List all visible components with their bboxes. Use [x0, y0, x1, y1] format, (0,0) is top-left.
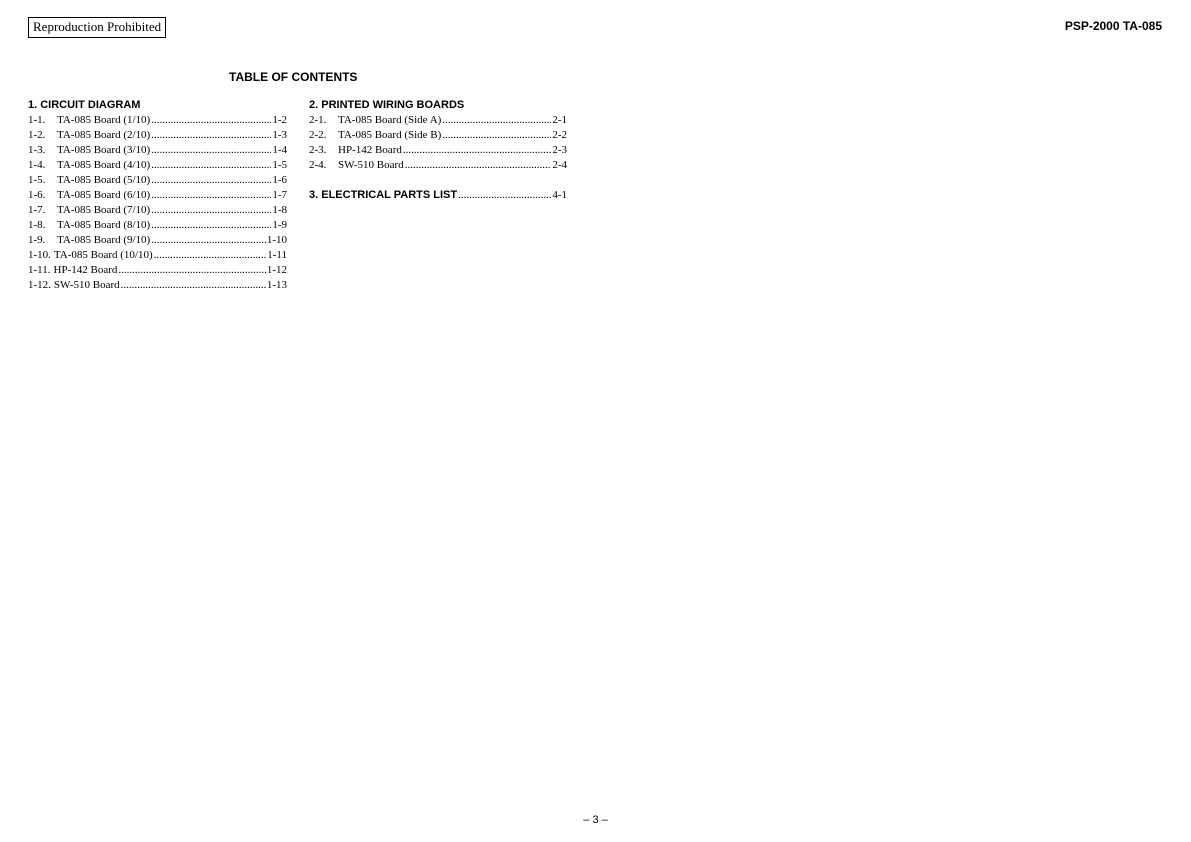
entry-number: 1-1. — [28, 114, 46, 126]
entry-title: TA-085 Board (9/10) — [57, 234, 151, 246]
toc-entry[interactable] — [28, 233, 287, 248]
entry-number: 1-7. — [28, 204, 46, 216]
entry-title: HP-142 Board — [53, 264, 118, 276]
document-id: PSP-2000 TA-085 — [1064, 19, 1162, 33]
toc-entry[interactable] — [309, 143, 567, 158]
toc-entry[interactable] — [28, 203, 287, 218]
entry-number: 1-9. — [28, 234, 46, 246]
entry-title: TA-085 Board (3/10) — [57, 144, 151, 156]
toc-entry-electrical-parts-list[interactable] — [309, 188, 567, 203]
entry-page: 1-10 — [266, 234, 287, 246]
entry-page: 1-13 — [266, 279, 287, 291]
entry-page: 2-2 — [552, 129, 567, 141]
entry-page: 1-5 — [272, 159, 287, 171]
entry-page: 1-7 — [272, 189, 287, 201]
toc-entry[interactable] — [28, 173, 287, 188]
entry-title: TA-085 Board (4/10) — [57, 159, 151, 171]
toc-entry[interactable] — [28, 158, 287, 173]
toc-entry[interactable] — [28, 188, 287, 203]
dot-leader — [442, 113, 551, 128]
entry-number: 1-5. — [28, 174, 46, 186]
toc-title: TABLE OF CONTENTS — [229, 70, 358, 84]
toc-column-circuit-diagram — [28, 98, 287, 293]
dot-leader — [151, 158, 271, 173]
toc-entry[interactable] — [28, 278, 287, 293]
entry-page: 1-3 — [272, 129, 287, 141]
entry-page: 2-4 — [552, 159, 567, 171]
entry-page: 1-9 — [272, 219, 287, 231]
entry-title: TA-085 Board (7/10) — [57, 204, 151, 216]
toc-entry[interactable] — [28, 263, 287, 278]
entry-page: 1-12 — [266, 264, 287, 276]
entry-number: 1-6. — [28, 189, 46, 201]
entry-title: SW-510 Board — [338, 159, 404, 171]
toc-column-wiring-boards — [309, 98, 567, 203]
entry-number: 1-3. — [28, 144, 46, 156]
entry-title: TA-085 Board (2/10) — [57, 129, 151, 141]
dot-leader — [151, 233, 266, 248]
toc-entry[interactable] — [28, 218, 287, 233]
entry-number: 1-2. — [28, 129, 46, 141]
dot-leader — [151, 188, 271, 203]
entry-page: 1-2 — [272, 114, 287, 126]
dot-leader — [405, 158, 552, 173]
entry-page: 1-4 — [272, 144, 287, 156]
section-heading-electrical-parts-list: 3. ELECTRICAL PARTS LIST — [309, 189, 458, 201]
entry-number: 2-2. — [309, 129, 327, 141]
dot-leader — [151, 113, 271, 128]
dot-leader — [118, 263, 265, 278]
dot-leader — [151, 128, 271, 143]
entry-title: TA-085 Board (8/10) — [57, 219, 151, 231]
entry-page: 1-11 — [267, 249, 287, 261]
entry-number: 1-10. — [28, 249, 51, 261]
dot-leader — [458, 188, 551, 203]
dot-leader — [154, 248, 267, 263]
entry-number: 2-3. — [309, 144, 327, 156]
toc-entry[interactable] — [309, 113, 567, 128]
section-spacer — [309, 173, 567, 188]
toc-entry[interactable] — [28, 113, 287, 128]
dot-leader — [121, 278, 266, 293]
entry-number: 1-12. — [28, 279, 51, 291]
entry-number: 1-8. — [28, 219, 46, 231]
entry-title: TA-085 Board (10/10) — [53, 249, 153, 261]
entry-number: 1-11. — [28, 264, 51, 276]
toc-entry[interactable] — [28, 128, 287, 143]
entry-number: 2-4. — [309, 159, 327, 171]
entry-title: TA-085 Board (1/10) — [57, 114, 151, 126]
entry-title: TA-085 Board (6/10) — [57, 189, 151, 201]
dot-leader — [151, 203, 271, 218]
dot-leader — [151, 143, 271, 158]
toc-entry[interactable] — [28, 143, 287, 158]
entry-number: 1-4. — [28, 159, 46, 171]
entry-title: SW-510 Board — [53, 279, 120, 291]
dot-leader — [442, 128, 551, 143]
entry-title: TA-085 Board (5/10) — [57, 174, 151, 186]
entry-page: 2-1 — [552, 114, 567, 126]
toc-entry[interactable] — [309, 158, 567, 173]
entry-page: 4-1 — [552, 189, 567, 201]
toc-entry[interactable] — [28, 248, 287, 263]
toc-entry[interactable] — [309, 128, 567, 143]
entry-title: HP-142 Board — [338, 144, 402, 156]
dot-leader — [151, 218, 271, 233]
entry-page: 1-8 — [272, 204, 287, 216]
dot-leader — [403, 143, 551, 158]
section-heading-printed-wiring-boards: 2. PRINTED WIRING BOARDS — [309, 99, 465, 111]
entry-title: TA-085 Board (Side A) — [338, 114, 442, 126]
entry-page: 1-6 — [272, 174, 287, 186]
page-number: – 3 – — [583, 814, 608, 826]
entry-title: TA-085 Board (Side B) — [338, 129, 442, 141]
section-heading-circuit-diagram: 1. CIRCUIT DIAGRAM — [28, 99, 141, 111]
entry-page: 2-3 — [552, 144, 567, 156]
dot-leader — [151, 173, 271, 188]
reproduction-prohibited-stamp: Reproduction Prohibited — [28, 17, 166, 38]
entry-number: 2-1. — [309, 114, 327, 126]
